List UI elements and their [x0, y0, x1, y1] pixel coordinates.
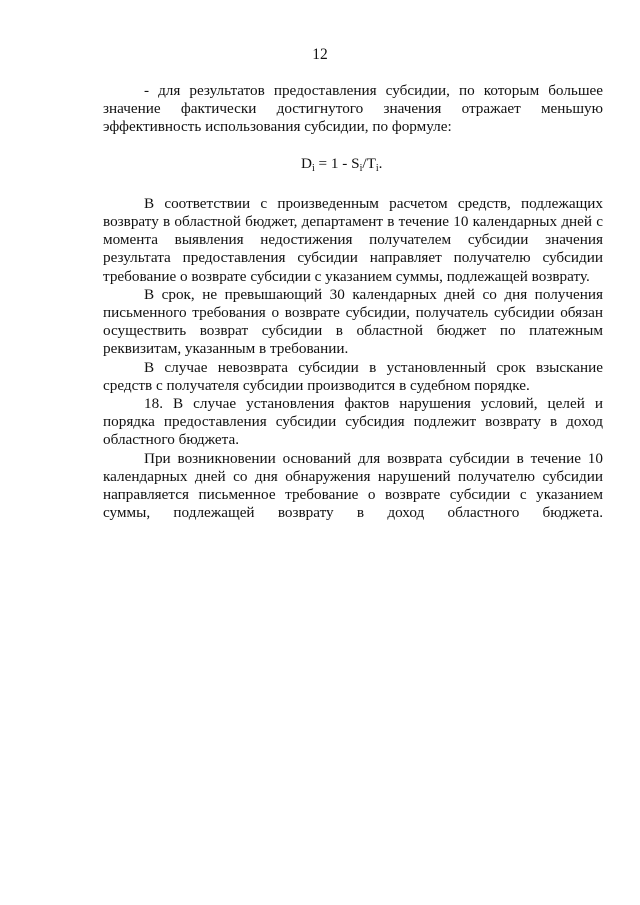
formula-t-subscript: i: [375, 162, 379, 174]
formula-slash-t: /T: [362, 154, 376, 172]
paragraph-calculation-return: В соответствии с произведенным расчетом средств, подлежащих возврату в областной бюджет, департамент в течение 10 календарных дней с момента выявления недостижения получателем субсидии значения результата предоставления субсидии направляет получателю субсидии требование о возврате субсидии с указанием суммы, подлежащей возврату.: [103, 194, 603, 285]
paragraph-return-deadline: В срок, не превышающий 30 календарных дней со дня получения письменного требования о возврате субсидии, получатель субсидии обязан осуществить возврат субсидии в областной бюджет по платежным реквизитам, указанным в требовании.: [103, 285, 603, 358]
paragraph-return-grounds: При возникновении оснований для возврата субсидии в течение 10 календарных дней со дня обнаружения нарушений получателю субсидии направляется письменное требование о возврате субсидии с указанием суммы, подлежащей возврату в доход областного бюджета.: [103, 449, 603, 522]
document-body: [103, 82, 603, 522]
formula-d-subscript: i: [311, 162, 315, 174]
formula-d: D: [301, 154, 312, 172]
formula-equals: = 1 -: [314, 154, 352, 172]
paragraph-non-return: В случае невозврата субсидии в установленный срок взыскание средств с получателя субсидии производится в судебном порядке.: [103, 358, 603, 394]
formula-s-subscript: i: [359, 162, 363, 174]
paragraph-violation-18: 18. В случае установления фактов нарушения условий, целей и порядка предоставления субсидии субсидия подлежит возврату в доход областного бюджета.: [103, 395, 603, 449]
formula: [103, 155, 603, 178]
paragraph-formula-intro: - для результатов предоставления субсидии, по которым большее значение фактически достигнутого значения отражает меньшую эффективность использования субсидии, по формуле:: [103, 82, 603, 136]
formula-period: .: [378, 154, 383, 172]
formula-s: S: [351, 154, 360, 172]
page-number: 12: [312, 46, 328, 63]
